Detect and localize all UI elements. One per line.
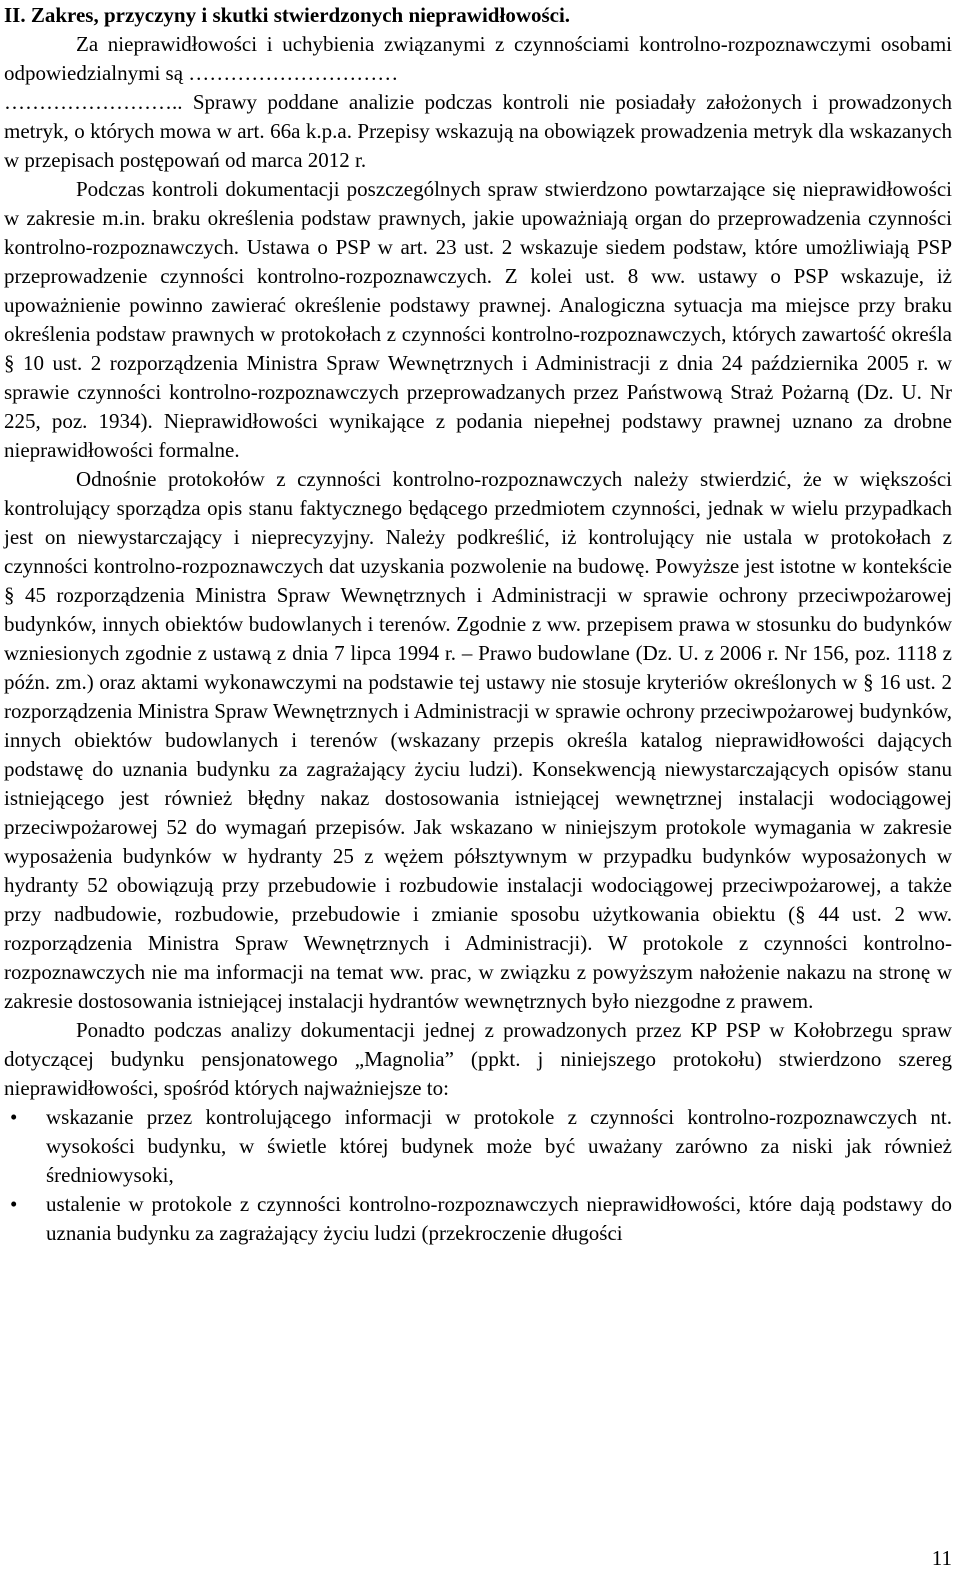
paragraph-metryki: …………………….. Sprawy poddane analizie podczas kontroli nie posiadały założonych i prowadzonych metryk, o których mowa w art. 66a k.p.a. Przepisy wskazują na obowiązek prowadzenia metryk dla wskazanych w przepisach postępowań od marca 2012 r. — [4, 90, 952, 172]
bullet-icon: • — [10, 1192, 18, 1216]
page-number: 11 — [931, 1546, 952, 1570]
section-title: II. Zakres, przyczyny i skutki stwierdzonych nieprawidłowości. — [4, 3, 571, 27]
document-page — [4, 0, 952, 1248]
list-item — [4, 1103, 952, 1190]
list-item — [4, 1190, 952, 1248]
list-item-text: wskazanie przez kontrolującego informacji w protokole z czynności kontrolno-rozpoznawczych nt. wysokości budynku, w świetle której budynek może być uważany zarówno za niski jak również średniowysoki, — [46, 1105, 952, 1187]
findings-list — [4, 1103, 952, 1248]
paragraph-responsible-persons: Za nieprawidłowości i uchybienia związanymi z czynnościami kontrolno-rozpoznawczymi osobami odpowiedzialnymi są ………………………… — [4, 32, 952, 85]
bullet-icon: • — [10, 1105, 18, 1129]
list-item-text: ustalenie w protokole z czynności kontrolno-rozpoznawczych nieprawidłowości, które dają podstawy do uznania budynku za zagrażający życiu ludzi (przekroczenie długości — [46, 1192, 952, 1245]
paragraph-magnolia: Ponadto podczas analizy dokumentacji jednej z prowadzonych przez KP PSP w Kołobrzegu spraw dotyczącej budynku pensjonatowego „Magnolia” (ppkt. j niniejszego protokołu) stwierdzono szereg nieprawidłowości, spośród których najważniejsze to: — [4, 1018, 952, 1100]
paragraph-legal-basis: Podczas kontroli dokumentacji poszczególnych spraw stwierdzono powtarzające się nieprawidłowości w zakresie m.in. braku określenia podstaw prawnych, jakie upoważniają organ do przeprowadzenia czynności kontrolno-rozpoznawczych. Ustawa o PSP w art. 23 ust. 2 wskazuje siedem podstaw, które umożliwiają PSP przeprowadzenie czynności kontrolno-rozpoznawczych. Z kolei ust. 8 ww. ustawy o PSP wskazuje, iż upoważnienie powinno zawierać określenie podstawy prawnej. Analogiczna sytuacja ma miejsce przy braku określenia podstaw prawnych w protokołach z czynności kontrolno-rozpoznawczych, których zawartość określa § 10 ust. 2 rozporządzenia Ministra Spraw Wewnętrznych i Administracji z dnia 24 października 2005 r. w sprawie czynności kontrolno-rozpoznawczych przeprowadzanych przez Państwową Straż Pożarną (Dz. U. Nr 225, poz. 1934). Nieprawidłowości wynikające z podania niepełnej podstawy prawnej uznano za drobne nieprawidłowości formalne. — [4, 177, 952, 462]
paragraph-protocols: Odnośnie protokołów z czynności kontrolno-rozpoznawczych należy stwierdzić, że w większości kontrolujący sporządza opis stanu faktycznego będącego przedmiotem czynności, jednak w wielu przypadkach jest on niewystarczający i nieprecyzyjny. Należy podkreślić, iż kontrolujący nie ustala w protokołach z czynności kontrolno-rozpoznawczych dat uzyskania pozwolenie na budowę. Powyższe jest istotne w kontekście § 45 rozporządzenia Ministra Spraw Wewnętrznych i Administracji w sprawie ochrony przeciwpożarowej budynków, innych obiektów budowlanych i terenów. Zgodnie z ww. przepisem prawa w stosunku do budynków wzniesionych zgodnie z ustawą z dnia 7 lipca 1994 r. – Prawo budowlane (Dz. U. z 2006 r. Nr 156, poz. 1118 z późn. zm.) oraz aktami wykonawczymi na podstawie tej ustawy nie stosuje kryteriów określonych w § 16 ust. 2 rozporządzenia Ministra Spraw Wewnętrznych i Administracji w sprawie ochrony przeciwpożarowej budynków, innych obiektów budowlanych i terenów (wskazany przepis określa katalog nieprawidłowości dających podstawę do uznania budynku za zagrażający życiu ludzi). Konsekwencją niewystarczających opisów stanu istniejącego jest również błędny nakaz dostosowania istniejącej wewnętrznej instalacji wodociągowej przeciwpożarowej 52 do wymagań przepisów. Jak wskazano w niniejszym protokole wymagania w zakresie wyposażenia budynków w hydranty 25 z wężem półsztywnym w przypadku budynków wyposażonych w hydranty 52 obowiązują przy przebudowie i rozbudowie instalacji wodociągowej przeciwpożarowej, a także przy nadbudowie, rozbudowie, przebudowie i zmianie sposobu użytkowania obiektu (§ 44 ust. 2 ww. rozporządzenia Ministra Spraw Wewnętrznych i Administracji). W protokole z czynności kontrolno-rozpoznawczych nie ma informacji na temat ww. prac, w związku z powyższym nałożenie nakazu na stronę w zakresie dostosowania istniejącej instalacji hydrantów wewnętrznych było niezgodne z prawem. — [4, 467, 952, 1013]
